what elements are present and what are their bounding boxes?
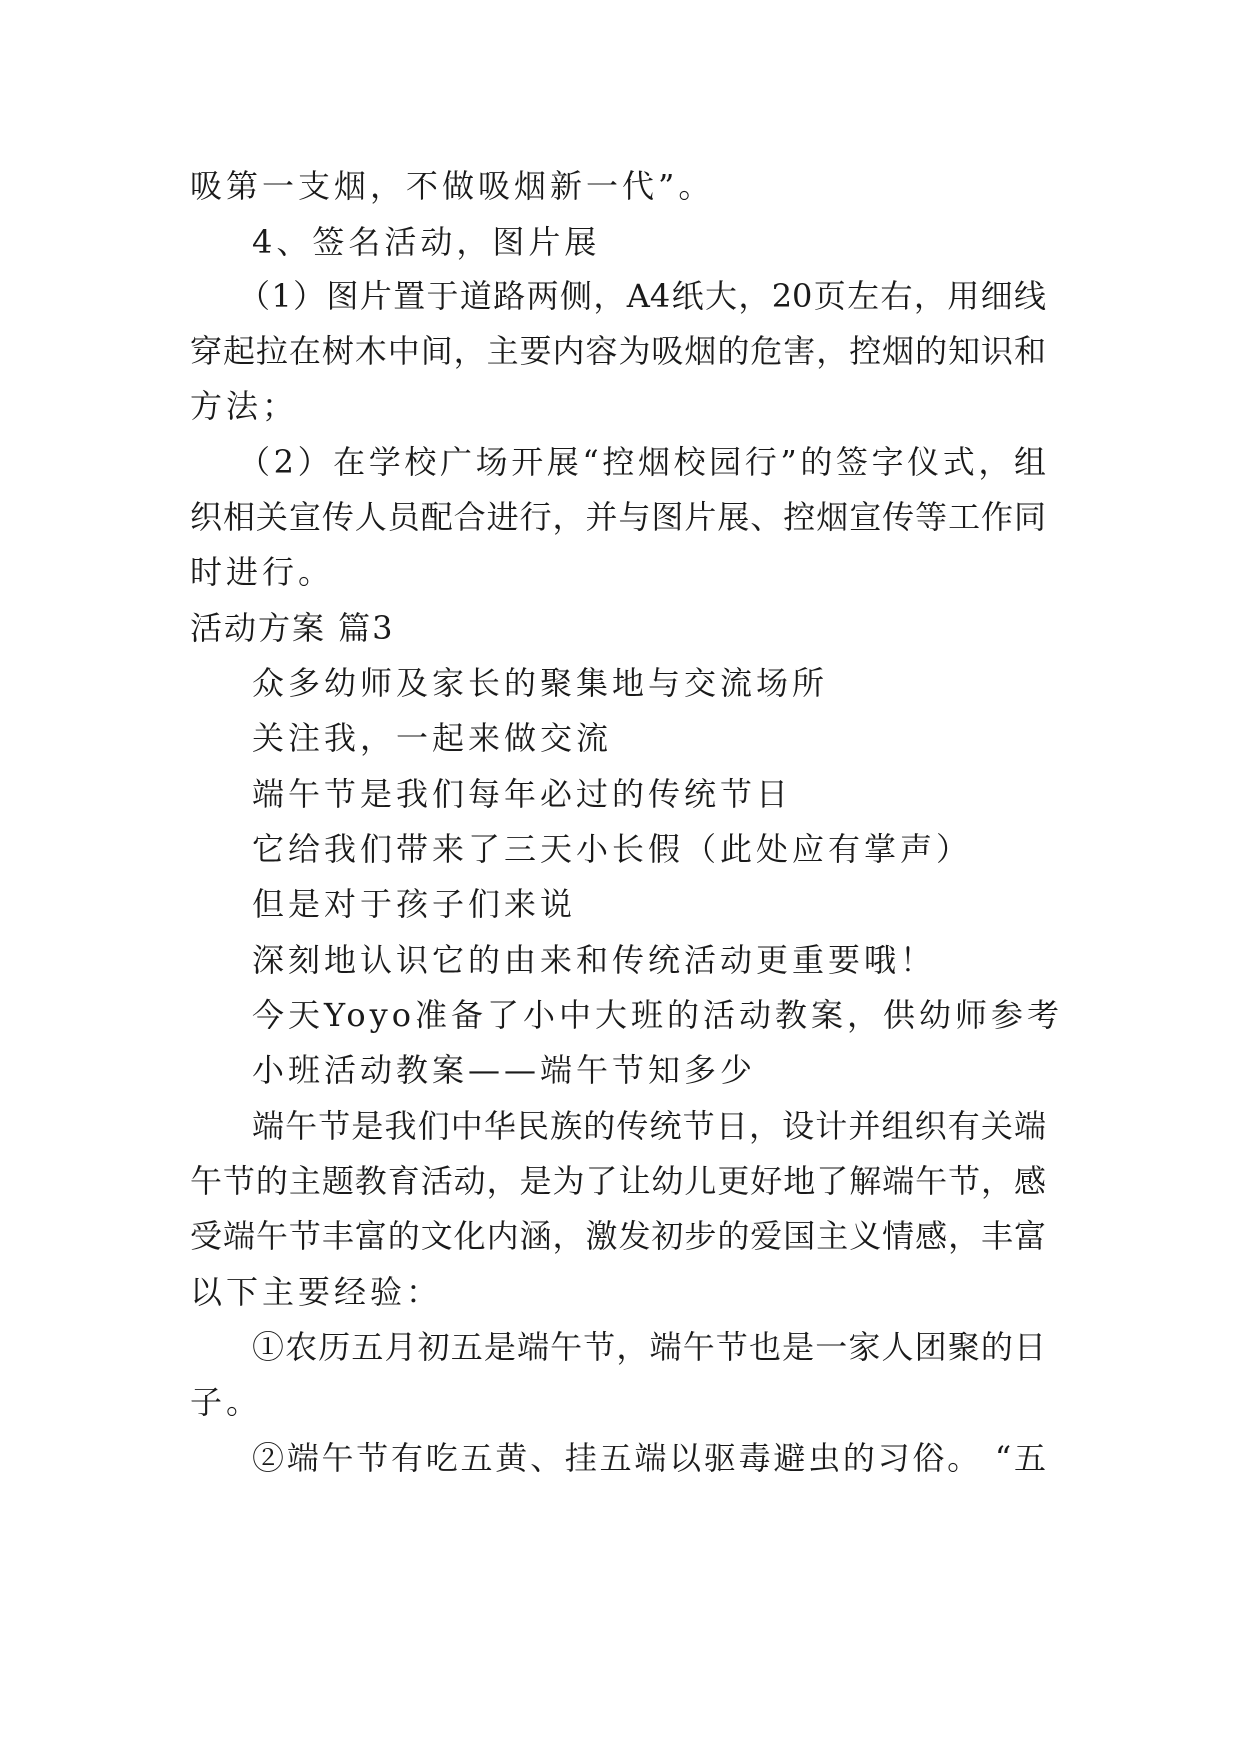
text-line: 方法； (190, 387, 299, 425)
text-line: 时进行。 (190, 553, 335, 591)
text-line: 吸第一支烟，不做吸烟新一代”。 (190, 167, 715, 205)
text-line: 端午节是我们每年必过的传统节日 (252, 775, 793, 813)
text-line: 织相关宣传人员配合进行，并与图片展、控烟宣传等工作同 (190, 498, 1046, 536)
text-line: ①农历五月初五是端午节，端午节也是一家人团聚的日 (252, 1328, 1046, 1366)
text-line: 它给我们带来了三天小长假（此处应有掌声） (252, 830, 973, 868)
text-line: 但是对于孩子们来说 (252, 885, 577, 923)
text-line: 众多幼师及家长的聚集地与交流场所 (252, 664, 829, 702)
text-line: 端午节是我们中华民族的传统节日，设计并组织有关端 (252, 1107, 1046, 1145)
text-line: 受端午节丰富的文化内涵，激发初步的爱国主义情感，丰富 (190, 1217, 1046, 1255)
text-line: （1）图片置于道路两侧，A4纸大，20页左右，用细线 (238, 277, 1046, 315)
section-heading: 活动方案 篇3 (190, 609, 395, 647)
text-line: 穿起拉在树木中间，主要内容为吸烟的危害，控烟的知识和 (190, 332, 1046, 370)
text-line: 4、签名活动，图片展 (252, 223, 601, 261)
text-line: 午节的主题教育活动，是为了让幼儿更好地了解端午节，感 (190, 1162, 1046, 1200)
text-line: 关注我，一起来做交流 (252, 719, 613, 757)
text-line: 小班活动教案——端午节知多少 (252, 1051, 757, 1089)
text-line: 子。 (190, 1383, 263, 1421)
text-line: 深刻地认识它的由来和传统活动更重要哦！ (252, 941, 937, 979)
text-line: ②端午节有吃五黄、挂五端以驱毒避虫的习俗。 “五 (252, 1439, 1046, 1477)
text-line: （2）在学校广场开展“控烟校园行”的签字仪式，组 (238, 443, 1046, 481)
text-line: 以下主要经验： (190, 1273, 443, 1311)
text-line: 今天Yoyo准备了小中大班的活动教案，供幼师参考 (252, 996, 1063, 1034)
